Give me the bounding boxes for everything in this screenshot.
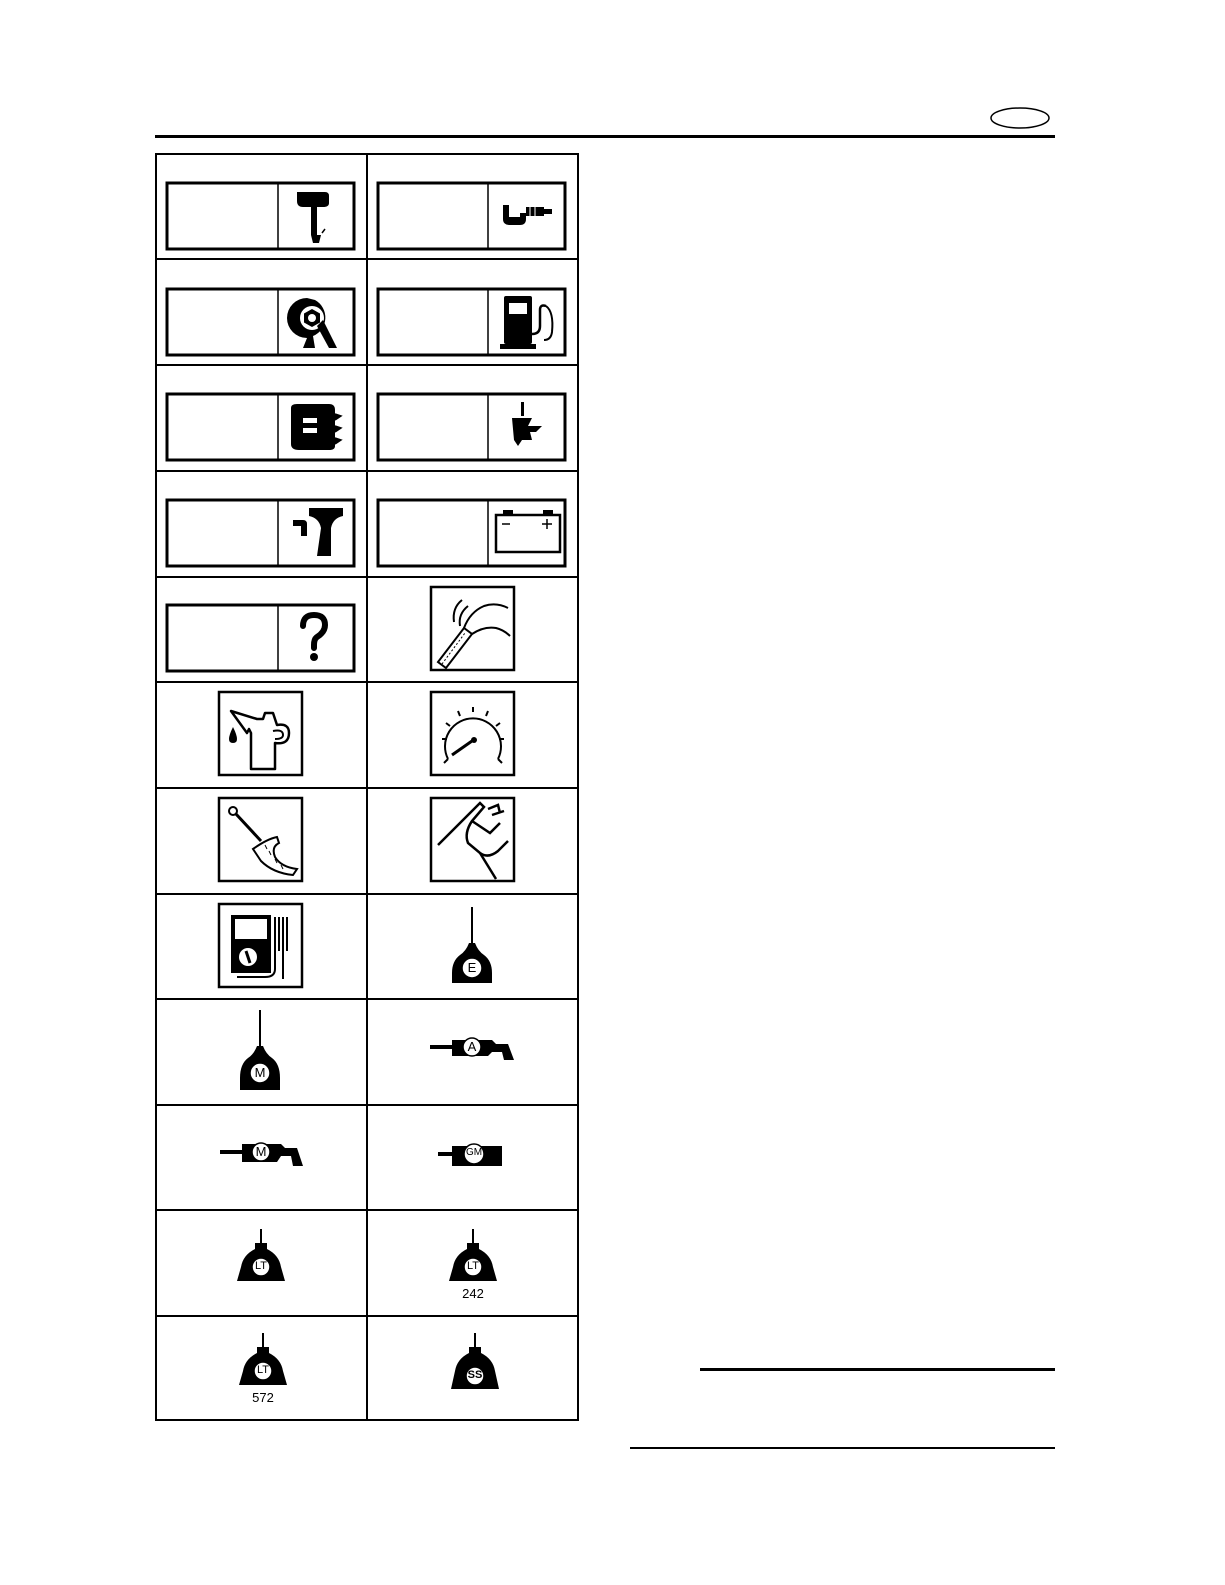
periodic-inspection-symbol xyxy=(157,260,366,364)
electrical-system-symbol xyxy=(368,472,577,576)
engine-oil-symbol xyxy=(368,895,577,998)
gear-oil-symbol xyxy=(157,1000,366,1104)
language-badge xyxy=(988,106,1052,130)
sealant-ss-symbol xyxy=(368,1317,577,1419)
grease-gm-symbol xyxy=(368,1106,577,1209)
thread-locker-242-symbol xyxy=(368,1211,577,1315)
tube-letter: GM xyxy=(465,1147,483,1158)
oiler-letter: M xyxy=(254,1065,266,1080)
power-unit-symbol xyxy=(157,366,366,470)
locker-bottle-lt-icon xyxy=(449,1229,497,1281)
electrical-specification-symbol xyxy=(157,895,366,998)
tightening-torque-symbol xyxy=(157,789,366,893)
fuel-system-symbol xyxy=(368,260,577,364)
bottle-letter: LT xyxy=(254,1260,268,1272)
bottle-letter: SS xyxy=(467,1369,483,1381)
tube-letter: M xyxy=(255,1144,267,1159)
specified-oil-symbol xyxy=(157,683,366,787)
tube-letter: A xyxy=(467,1039,477,1054)
water-resistant-grease-symbol xyxy=(368,1000,577,1104)
battery-icon xyxy=(496,510,560,552)
bottle-letter: LT xyxy=(256,1364,270,1376)
bottle-caption: 572 xyxy=(252,1390,274,1405)
specifications-symbol xyxy=(368,155,577,258)
bottle-caption: 242 xyxy=(462,1286,484,1301)
lower-unit-symbol xyxy=(368,366,577,470)
molybdenum-grease-symbol xyxy=(157,1106,366,1209)
specified-measurement-symbol xyxy=(368,789,577,893)
bottle-letter: LT xyxy=(466,1260,480,1272)
specified-engine-speed-symbol xyxy=(368,683,577,787)
engine-block-icon xyxy=(291,404,341,450)
note-rule xyxy=(700,1368,1055,1371)
thread-locker-572-symbol xyxy=(157,1317,366,1419)
bracket-unit-symbol xyxy=(157,472,366,576)
locker-bottle-lt-icon xyxy=(239,1333,287,1385)
footer-rule xyxy=(630,1447,1055,1449)
general-info-symbol xyxy=(157,155,366,258)
thread-locker-lt-symbol xyxy=(157,1211,366,1315)
header-rule xyxy=(155,135,1055,138)
oiler-letter: E xyxy=(467,960,477,975)
troubleshooting-symbol xyxy=(157,578,366,681)
special-tool-symbol xyxy=(368,578,577,681)
locker-bottle-lt-icon xyxy=(237,1229,285,1281)
